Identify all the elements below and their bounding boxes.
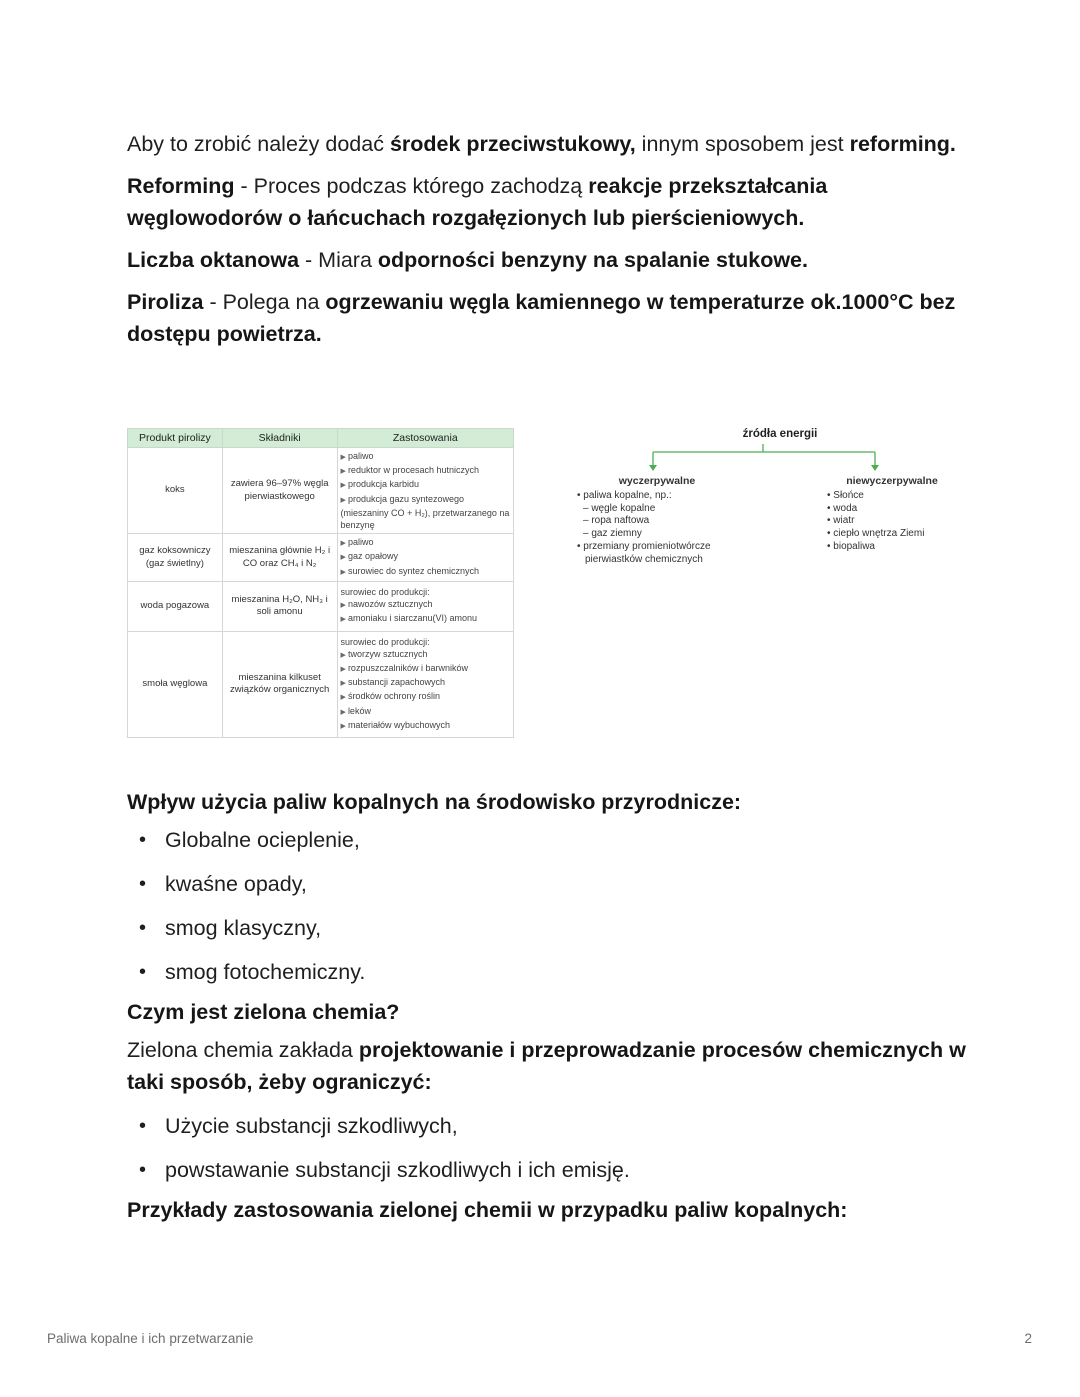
list-item: ▶ materiałów wybuchowych <box>340 719 450 730</box>
page-number: 2 <box>1024 1331 1032 1346</box>
section-heading-examples: Przykłady zastosowania zielonej chemii w przypadku paliw kopalnych: <box>127 1198 848 1222</box>
triangle-bullet-icon: ▶ <box>340 602 346 610</box>
triangle-bullet-icon: ▶ <box>340 666 346 674</box>
list-item: ▶ produkcja karbidu <box>340 479 419 490</box>
table-header: Składniki <box>222 429 337 448</box>
list-item: • przemiany promieniotwórcze <box>577 540 711 552</box>
triangle-bullet-icon: ▶ <box>340 708 346 716</box>
env-and-green-chemistry-section <box>127 786 967 1232</box>
list-intro: surowiec do produkcji: <box>340 587 430 598</box>
list-item: ▶ produkcja gazu syntezowego (mieszaniny CO + H₂), przetwarzanego na benzynę <box>340 493 510 531</box>
list-item: • wiatr <box>827 515 855 527</box>
cell-components: mieszanina kilkuset związków organicznych <box>222 631 337 737</box>
cell-components: mieszanina głównie H₂ i CO oraz CH₄ i N₂ <box>222 534 337 582</box>
arrow-down-icon <box>871 465 879 471</box>
list-item: • paliwa kopalne, np.: <box>577 489 672 501</box>
triangle-bullet-icon: ▶ <box>340 568 346 576</box>
cell-components: mieszanina H₂O, NH₃ i soli amonu <box>222 581 337 631</box>
list-intro: surowiec do produkcji: <box>340 636 430 647</box>
term-antiknock-agent: środek przeciwstukowy, <box>389 132 636 156</box>
arrow-down-icon <box>649 465 657 471</box>
cell-product: gaz koksowniczy (gaz świetlny) <box>128 534 223 582</box>
footer-title: Paliwa kopalne i ich przetwarzanie <box>47 1331 254 1346</box>
list-item: • Globalne ocieplenie, <box>127 824 967 856</box>
list-item: • biopaliwa <box>827 540 875 552</box>
table-row <box>128 448 514 534</box>
exhaustible-sources <box>577 475 767 567</box>
cell-uses <box>337 631 513 737</box>
list-item: – gaz ziemny <box>583 528 642 540</box>
cell-uses <box>337 534 513 582</box>
triangle-bullet-icon: ▶ <box>340 651 346 659</box>
list-item: ▶ leków <box>340 705 371 716</box>
env-impact-list <box>127 824 967 988</box>
cell-product: koks <box>128 448 223 534</box>
list-item: ▶ paliwo <box>340 537 374 548</box>
list-item: – ropa naftowa <box>583 515 650 527</box>
list-item: • Słońce <box>827 489 864 501</box>
triangle-bullet-icon: ▶ <box>340 454 346 461</box>
cell-uses <box>337 581 513 631</box>
cell-product: smoła węglowa <box>128 631 223 737</box>
paragraph-antiknock: Aby to zrobić należy dodać środek przeciwstukowy, innym sposobem jest reforming. <box>127 132 956 156</box>
table-header: Zastosowania <box>337 429 513 448</box>
triangle-bullet-icon: ▶ <box>340 680 346 688</box>
triangle-bullet-icon: ▶ <box>340 482 346 490</box>
list-item: • kwaśne opady, <box>127 868 967 900</box>
list-item: ▶ substancji zapachowych <box>340 677 445 688</box>
diagram-title: źródła energii <box>742 428 818 440</box>
intro-section <box>127 128 957 350</box>
list-item: ▶ gaz opałowy <box>340 551 398 562</box>
list-item: ▶ środków ochrony roślin <box>340 691 440 702</box>
definition-reforming: Reforming - Proces podczas którego zachodzą reakcje przekształcania węglowodorów o łańcuchach rozgałęzionych lub pierścieniowych. <box>127 174 828 230</box>
list-item: – węgle kopalne <box>583 502 656 514</box>
triangle-bullet-icon: ▶ <box>340 722 346 730</box>
figures-row <box>127 428 957 744</box>
list-item: • smog klasyczny, <box>127 912 967 944</box>
definition-octane-number: Liczba oktanowa - Miara odporności benzyny na spalanie stukowe. <box>127 248 808 272</box>
list-item: • ciepło wnętrza Ziemi <box>827 528 925 540</box>
paragraph-green-chemistry: Zielona chemia zakłada projektowanie i przeprowadzanie procesów chemicznych w taki sposób, żeby ograniczyć: <box>127 1038 966 1094</box>
table-header: Produkt pirolizy <box>128 429 223 448</box>
list-item: ▶ reduktor w procesach hutniczych <box>340 465 479 476</box>
cell-components: zawiera 96–97% węgla pierwiastkowego <box>222 448 337 534</box>
list-item: ▶ surowiec do syntez chemicznych <box>340 565 479 576</box>
triangle-bullet-icon: ▶ <box>340 694 346 702</box>
list-item: ▶ amoniaku i siarczanu(VI) amonu <box>340 613 477 624</box>
list-item: • smog fotochemiczny. <box>127 956 967 988</box>
table-row <box>128 534 514 582</box>
term-reforming: reforming. <box>849 132 956 156</box>
list-item: ▶ rozpuszczalników i barwników <box>340 663 468 674</box>
cell-uses <box>337 448 513 534</box>
table-header-row <box>128 429 514 448</box>
triangle-bullet-icon: ▶ <box>340 496 346 504</box>
cell-product: woda pogazowa <box>128 581 223 631</box>
triangle-bullet-icon: ▶ <box>340 468 346 476</box>
green-chemistry-list <box>127 1110 967 1186</box>
energy-sources-diagram <box>572 428 957 588</box>
definition-pyrolysis: Piroliza - Polega na ogrzewaniu węgla kamiennego w temperaturze ok.1000°C bez dostępu powietrza. <box>127 290 956 346</box>
column-heading: niewyczerpywalne <box>846 475 938 487</box>
list-item: pierwiastków chemicznych <box>585 553 703 565</box>
column-heading: wyczerpywalne <box>618 475 696 487</box>
list-item: • woda <box>827 502 858 514</box>
triangle-bullet-icon: ▶ <box>340 540 346 548</box>
list-item: ▶ nawozów sztucznych <box>340 599 433 610</box>
list-item: • powstawanie substancji szkodliwych i ich emisję. <box>127 1154 967 1186</box>
section-heading-env: Wpływ użycia paliw kopalnych na środowisko przyrodnicze: <box>127 790 742 814</box>
list-item: ▶ tworzyw sztucznych <box>340 648 428 659</box>
table-row <box>128 631 514 737</box>
triangle-bullet-icon: ▶ <box>340 554 346 562</box>
list-item: • Użycie substancji szkodliwych, <box>127 1110 967 1142</box>
section-heading-green: Czym jest zielona chemia? <box>127 1000 400 1024</box>
pyrolysis-table <box>127 428 514 738</box>
list-item: ▶ paliwo <box>340 451 374 461</box>
inexhaustible-sources <box>827 475 957 554</box>
triangle-bullet-icon: ▶ <box>340 616 346 624</box>
table-row <box>128 581 514 631</box>
